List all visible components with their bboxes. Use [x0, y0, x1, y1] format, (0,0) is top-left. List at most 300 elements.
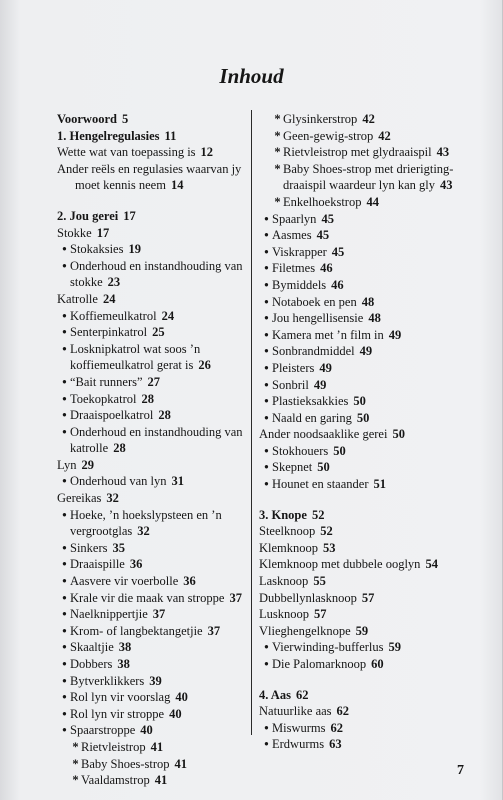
- toc-entry-text: [70, 623, 249, 640]
- asterisk-bullet-icon: *: [274, 194, 281, 209]
- toc-entry-text: [70, 407, 249, 424]
- toc-entry-label: Gereikas: [57, 491, 102, 506]
- toc-entry-text: [259, 703, 459, 720]
- toc-entry-label: Sinkers: [70, 540, 108, 555]
- bullet-icon: •: [264, 640, 269, 655]
- toc-entry-text: [70, 308, 249, 325]
- toc-page-number: 51: [373, 477, 386, 492]
- toc-entry-text: [272, 294, 459, 311]
- toc-entry-text: [70, 722, 249, 739]
- toc-subitem: [259, 260, 459, 277]
- asterisk-bullet-icon: *: [72, 739, 79, 754]
- toc-subitem: [57, 772, 249, 789]
- asterisk-bullet-icon: *: [274, 128, 281, 143]
- bullet-icon: •: [62, 557, 67, 572]
- toc-entry-text: [272, 736, 459, 753]
- section-gap: [57, 194, 249, 208]
- toc-entry-label: Naelknippertjie: [70, 607, 148, 622]
- toc-entry-text: [70, 473, 249, 490]
- toc-entry-label: Onderhoud en instandhouding van stokke: [70, 258, 243, 290]
- toc-entry-text: [70, 606, 249, 623]
- toc-entry-label: Steelknoop: [259, 524, 316, 539]
- toc-entry-label: Miswurms: [272, 720, 326, 735]
- toc-entry-label: Ander reëls en regulasies waarvan jy moet kennis neem: [57, 161, 242, 193]
- toc-section: [259, 523, 459, 540]
- toc-entry-text: [70, 241, 249, 258]
- toc-page-number: 43: [436, 145, 450, 160]
- toc-subitem: [259, 227, 459, 244]
- toc-entry-text: [259, 523, 459, 540]
- section-gap: [259, 493, 459, 507]
- toc-entry-text: [57, 111, 249, 128]
- toc-page-number: 50: [353, 394, 366, 409]
- toc-page-number: 11: [164, 128, 177, 143]
- toc-entry-label: “Bait runners”: [70, 374, 143, 389]
- bullet-icon: •: [264, 360, 269, 375]
- toc-entry-text: [57, 225, 249, 242]
- toc-entry-text: [283, 144, 459, 161]
- toc-page-number: 17: [96, 225, 110, 240]
- toc-section: [259, 573, 459, 590]
- toc-page-number: 42: [362, 112, 375, 126]
- toc-entry-label: Natuurlike aas: [259, 704, 332, 719]
- toc-section: [259, 426, 459, 443]
- toc-entry-label: Die Palomarknoop: [272, 657, 367, 671]
- toc-entry-text: [272, 393, 459, 410]
- bullet-icon: •: [264, 443, 269, 458]
- toc-page-number: 28: [158, 408, 171, 423]
- toc-subitem: [57, 706, 249, 723]
- toc-entry-label: Senterpinkatrol: [70, 325, 148, 340]
- toc-page-number: 45: [321, 211, 334, 226]
- toc-entry-text: [272, 360, 459, 377]
- toc-entry-text: [70, 391, 249, 408]
- toc-entry-text: [259, 556, 459, 573]
- bullet-icon: •: [62, 706, 67, 721]
- toc-entry-label: Dobbers: [70, 657, 113, 671]
- toc-entry-label: Vaaldamstrop: [81, 773, 150, 788]
- bullet-icon: •: [62, 258, 67, 273]
- toc-section: [57, 225, 249, 242]
- toc-page-number: 49: [359, 344, 373, 359]
- toc-entry-text: [70, 258, 249, 291]
- toc-entry-label: Draaispille: [70, 557, 125, 572]
- toc-entry-label: Onderhoud en instandhouding van katrolle: [70, 424, 243, 456]
- toc-page-number: 27: [147, 374, 161, 389]
- toc-entry-label: Enkelhoekstrop: [283, 194, 362, 209]
- toc-entry-text: [283, 128, 459, 145]
- section-gap: [259, 673, 459, 687]
- bullet-icon: •: [264, 477, 269, 492]
- toc-entry-label: Stokhouers: [272, 443, 329, 458]
- toc-entry-text: [259, 540, 459, 557]
- bullet-icon: •: [62, 590, 67, 605]
- toc-entry-text: [57, 490, 249, 507]
- toc-entry-label: Stokke: [57, 225, 92, 240]
- bullet-icon: •: [62, 474, 67, 489]
- toc-section: [259, 606, 459, 623]
- toc-section: [259, 703, 459, 720]
- toc-page-number: 41: [150, 739, 164, 754]
- toc-entry-label: Onderhoud van lyn: [70, 474, 167, 489]
- toc-entry-text: [259, 606, 459, 623]
- toc-page-number: 43: [440, 178, 453, 193]
- toc-section: [259, 556, 459, 573]
- toc-subitem: [259, 393, 459, 410]
- bullet-icon: •: [264, 377, 269, 392]
- toc-page-number: 45: [316, 228, 330, 243]
- toc-subitem: [259, 656, 459, 673]
- toc-page-number: 48: [368, 311, 381, 326]
- toc-page-number: 52: [311, 507, 325, 522]
- toc-entry-label: Stokaksies: [70, 242, 124, 257]
- toc-page-number: 26: [198, 358, 211, 373]
- toc-subitem: [57, 656, 249, 673]
- toc-entry-text: [259, 507, 459, 524]
- toc-page-number: 5: [121, 112, 129, 126]
- toc-entry-label: Krom- of langbektangetjie: [70, 623, 203, 638]
- toc-subitem: [259, 327, 459, 344]
- toc-subitem: [57, 258, 249, 291]
- bullet-icon: •: [264, 327, 269, 342]
- toc-subitem: [259, 211, 459, 228]
- toc-entry-label: 4. Aas: [259, 687, 291, 702]
- toc-page-number: 19: [128, 242, 141, 257]
- toc-entry-text: [259, 687, 459, 704]
- toc-subitem: [57, 341, 249, 374]
- toc-page-number: 62: [336, 704, 350, 719]
- bullet-icon: •: [62, 341, 67, 356]
- toc-subitem: [259, 194, 459, 211]
- toc-entry-text: [81, 756, 249, 773]
- toc-subitem: [259, 294, 459, 311]
- bullet-icon: •: [264, 720, 269, 735]
- toc-entry-text: [70, 706, 249, 723]
- toc-page-number: 40: [175, 690, 188, 705]
- toc-entry-text: [57, 144, 249, 161]
- toc-section: [57, 490, 249, 507]
- toc-entry-text: [272, 656, 459, 673]
- toc-page-number: 49: [388, 327, 402, 342]
- toc-entry-label: Rietvleistrop: [81, 739, 146, 754]
- toc-entry-label: Sonbril: [272, 377, 309, 392]
- toc-page-number: 24: [161, 308, 175, 323]
- toc-entry-label: 3. Knope: [259, 507, 307, 522]
- bullet-icon: •: [62, 607, 67, 622]
- toc-subitem: [57, 739, 249, 756]
- toc-page-number: 55: [313, 574, 326, 589]
- toc-entry-text: [70, 374, 249, 391]
- bullet-icon: •: [264, 228, 269, 243]
- toc-page-number: 59: [355, 623, 369, 638]
- toc-page-number: 57: [361, 590, 375, 605]
- toc-entry-label: Losknipkatrol wat soos ’n koffiemeulkatrol gerat is: [70, 341, 201, 373]
- toc-entry-text: [272, 327, 459, 344]
- toc-page-number: 38: [118, 640, 132, 655]
- toc-page-number: 48: [361, 294, 375, 309]
- toc-entry-text: [272, 343, 459, 360]
- bullet-icon: •: [62, 690, 67, 705]
- toc-page-number: 40: [169, 706, 182, 721]
- bullet-icon: •: [62, 242, 67, 257]
- toc-entry-label: Koffiemeulkatrol: [70, 308, 157, 323]
- toc-entry-label: Hounet en staander: [272, 477, 369, 492]
- toc-subitem: [259, 343, 459, 360]
- toc-entry-label: Vierwinding-bufferlus: [272, 640, 384, 655]
- toc-page-number: 50: [333, 443, 346, 458]
- toc-entry-label: Klemknoop met dubbele ooglyn: [259, 557, 421, 572]
- toc-page-number: 37: [207, 623, 221, 638]
- toc-page-number: 36: [129, 557, 143, 572]
- toc-entry-label: Lasknoop: [259, 574, 309, 589]
- toc-page-number: 59: [388, 640, 401, 655]
- toc-entry-label: Bymiddels: [272, 277, 327, 292]
- toc-entry-text: [272, 277, 459, 294]
- toc-entry-label: 1. Hengelregulasies: [57, 128, 160, 143]
- toc-chapter: [259, 687, 459, 704]
- toc-entry-label: Rol lyn vir voorslag: [70, 690, 171, 705]
- toc-entry-text: [272, 459, 459, 476]
- toc-subitem: [259, 639, 459, 656]
- toc-subitem: [259, 360, 459, 377]
- toc-entry-text: [70, 639, 249, 656]
- toc-subitem: [259, 476, 459, 493]
- column-divider: [251, 110, 252, 735]
- toc-entry-text: [272, 211, 459, 228]
- toc-entry-text: [70, 341, 249, 374]
- toc-section: [259, 540, 459, 557]
- toc-chapter: [57, 128, 249, 145]
- toc-page-number: 37: [152, 607, 166, 622]
- toc-entry-text: [259, 573, 459, 590]
- toc-page-number: 50: [317, 460, 330, 475]
- toc-entry-text: [272, 639, 459, 656]
- toc-entry-text: [70, 507, 249, 540]
- toc-entry-text: [283, 194, 459, 211]
- page-title: Inhoud: [219, 64, 284, 88]
- toc-entry-text: [70, 540, 249, 557]
- toc-entry-text: [259, 426, 459, 443]
- asterisk-bullet-icon: *: [274, 145, 281, 160]
- toc-subitem: [57, 673, 249, 690]
- toc-entry-label: Jou hengellisensie: [272, 311, 364, 326]
- toc-page-number: 53: [323, 540, 336, 555]
- bullet-icon: •: [62, 424, 67, 439]
- bullet-icon: •: [264, 211, 269, 226]
- toc-page-number: 28: [141, 391, 154, 406]
- toc-entry-text: [272, 260, 459, 277]
- toc-page-number: 44: [366, 194, 379, 209]
- toc-subitem: [57, 689, 249, 706]
- bullet-icon: •: [264, 261, 269, 276]
- toc-entry-label: Hoeke, ’n hoekslypsteen en ’n vergrootglas: [70, 507, 222, 539]
- toc-entry-text: [283, 111, 459, 128]
- toc-chapter: [57, 208, 249, 225]
- toc-entry-label: Skaaltjie: [70, 640, 114, 655]
- toc-page-number: 41: [154, 773, 168, 788]
- toc-page-number: 17: [123, 208, 136, 223]
- toc-entry-text: [283, 161, 459, 194]
- toc-page-number: 62: [330, 720, 343, 735]
- toc-entry-label: Krale vir die maak van stroppe: [70, 590, 225, 605]
- toc-entry-text: [272, 377, 459, 394]
- toc-section: [57, 291, 249, 308]
- toc-entry-label: Naald en garing: [272, 410, 352, 425]
- asterisk-bullet-icon: *: [274, 112, 281, 126]
- toc-entry-label: Bytverklikkers: [70, 673, 145, 688]
- toc-page-number: 40: [140, 723, 153, 738]
- asterisk-bullet-icon: *: [72, 773, 79, 788]
- toc-right-column: [259, 111, 459, 753]
- toc-page-number: 41: [174, 756, 188, 771]
- toc-page-number: 37: [229, 590, 242, 605]
- toc-entry-label: Lusknoop: [259, 607, 309, 622]
- toc-subitem: [259, 144, 459, 161]
- toc-page-number: 24: [102, 291, 116, 306]
- toc-entry-label: Rol lyn vir stroppe: [70, 706, 165, 721]
- toc-subitem: [57, 374, 249, 391]
- bullet-icon: •: [62, 673, 67, 688]
- toc-entry-label: Glysinkerstrop: [283, 112, 358, 126]
- toc-entry-text: [259, 623, 459, 640]
- bullet-icon: •: [264, 277, 269, 292]
- toc-page-number: 42: [378, 128, 391, 143]
- toc-chapter: [57, 111, 249, 128]
- toc-entry-text: [70, 556, 249, 573]
- toc-entry-label: 2. Jou gerei: [57, 208, 119, 223]
- bullet-icon: •: [62, 507, 67, 522]
- toc-entry-text: [272, 410, 459, 427]
- toc-entry-label: Dubbellynlasknoop: [259, 590, 357, 605]
- toc-entry-label: Filetmes: [272, 261, 316, 276]
- toc-entry-label: Spaarlyn: [272, 211, 317, 226]
- toc-page-number: 46: [320, 261, 333, 276]
- toc-entry-label: Klemknoop: [259, 540, 319, 555]
- toc-entry-label: Geen-gewig-strop: [283, 128, 374, 143]
- toc-subitem: [259, 161, 459, 194]
- toc-page-number: 52: [320, 524, 333, 539]
- toc-page-number: 25: [152, 325, 165, 340]
- toc-entry-text: [259, 590, 459, 607]
- toc-section: [57, 144, 249, 161]
- page-number: 7: [457, 763, 464, 778]
- toc-page-number: 36: [183, 574, 196, 589]
- toc-page-number: 57: [314, 607, 327, 622]
- asterisk-bullet-icon: *: [72, 756, 79, 771]
- toc-entry-label: Vlieghengelknope: [259, 623, 351, 638]
- bullet-icon: •: [264, 460, 269, 475]
- toc-subitem: [259, 459, 459, 476]
- toc-subitem: [57, 308, 249, 325]
- toc-entry-text: [70, 656, 249, 673]
- toc-subitem: [57, 507, 249, 540]
- toc-page-number: 50: [392, 427, 405, 442]
- toc-subitem: [259, 720, 459, 737]
- toc-page-number: 60: [371, 657, 384, 671]
- bullet-icon: •: [62, 574, 67, 589]
- toc-entry-text: [70, 424, 249, 457]
- bullet-icon: •: [264, 244, 269, 259]
- bullet-icon: •: [62, 391, 67, 406]
- bullet-icon: •: [62, 540, 67, 555]
- toc-page-number: 35: [112, 540, 125, 555]
- toc-entry-label: Sonbrandmiddel: [272, 344, 355, 359]
- toc-subitem: [57, 391, 249, 408]
- toc-entry-text: [272, 443, 459, 460]
- bullet-icon: •: [62, 623, 67, 638]
- bullet-icon: •: [62, 657, 67, 671]
- toc-subitem: [57, 722, 249, 739]
- toc-entry-text: [57, 291, 249, 308]
- toc-subitem: [57, 556, 249, 573]
- toc-subitem: [57, 324, 249, 341]
- toc-subitem: [57, 590, 249, 607]
- toc-page-number: 54: [425, 557, 438, 572]
- bullet-icon: •: [62, 408, 67, 423]
- toc-page-number: 50: [356, 410, 370, 425]
- toc-entry-label: Baby Shoes-strop: [81, 756, 170, 771]
- toc-subitem: [57, 241, 249, 258]
- toc-page-number: 39: [149, 673, 162, 688]
- toc-page-number: 49: [313, 377, 327, 392]
- toc-entry-label: Aasvere vir voerbolle: [70, 574, 179, 589]
- toc-entry-label: Rietvleistrop met glydraaispil: [283, 145, 432, 160]
- toc-entry-label: Kamera met ’n film in: [272, 327, 384, 342]
- toc-entry-text: [57, 208, 249, 225]
- toc-entry-text: [81, 739, 249, 756]
- toc-subitem: [57, 756, 249, 773]
- bullet-icon: •: [264, 737, 269, 752]
- toc-entry-label: Ander noodsaaklike gerei: [259, 427, 388, 442]
- bullet-icon: •: [62, 308, 67, 323]
- toc-subitem: [57, 573, 249, 590]
- toc-page-number: 28: [113, 441, 126, 456]
- toc-subitem: [57, 639, 249, 656]
- toc-subitem: [259, 277, 459, 294]
- toc-entry-text: [57, 161, 249, 194]
- bullet-icon: •: [264, 410, 269, 425]
- toc-section: [57, 457, 249, 474]
- toc-entry-label: Plastieksakkies: [272, 394, 349, 409]
- bullet-icon: •: [62, 374, 67, 389]
- toc-entry-label: Lyn: [57, 457, 77, 472]
- toc-subitem: [259, 128, 459, 145]
- toc-page-number: 31: [171, 474, 185, 489]
- bullet-icon: •: [264, 657, 269, 671]
- toc-page-number: 32: [106, 491, 119, 506]
- toc-section: [259, 623, 459, 640]
- toc-subitem: [259, 310, 459, 327]
- toc-subitem: [259, 443, 459, 460]
- toc-entry-text: [272, 310, 459, 327]
- toc-entry-text: [70, 573, 249, 590]
- toc-entry-text: [272, 720, 459, 737]
- toc-entry-text: [70, 673, 249, 690]
- toc-subitem: [57, 407, 249, 424]
- toc-page-number: 46: [331, 277, 344, 292]
- toc-entry-text: [70, 324, 249, 341]
- toc-entry-label: Skepnet: [272, 460, 313, 475]
- toc-subitem: [57, 424, 249, 457]
- toc-entry-text: [70, 590, 249, 607]
- toc-subitem: [259, 736, 459, 753]
- toc-subitem: [57, 606, 249, 623]
- toc-entry-label: Baby Shoes-strop met drierigting-draaispil waardeur lyn kan gly: [283, 161, 454, 193]
- toc-subitem: [57, 623, 249, 640]
- toc-entry-text: [81, 772, 249, 789]
- toc-section: [57, 161, 249, 194]
- toc-entry-label: Katrolle: [57, 291, 98, 306]
